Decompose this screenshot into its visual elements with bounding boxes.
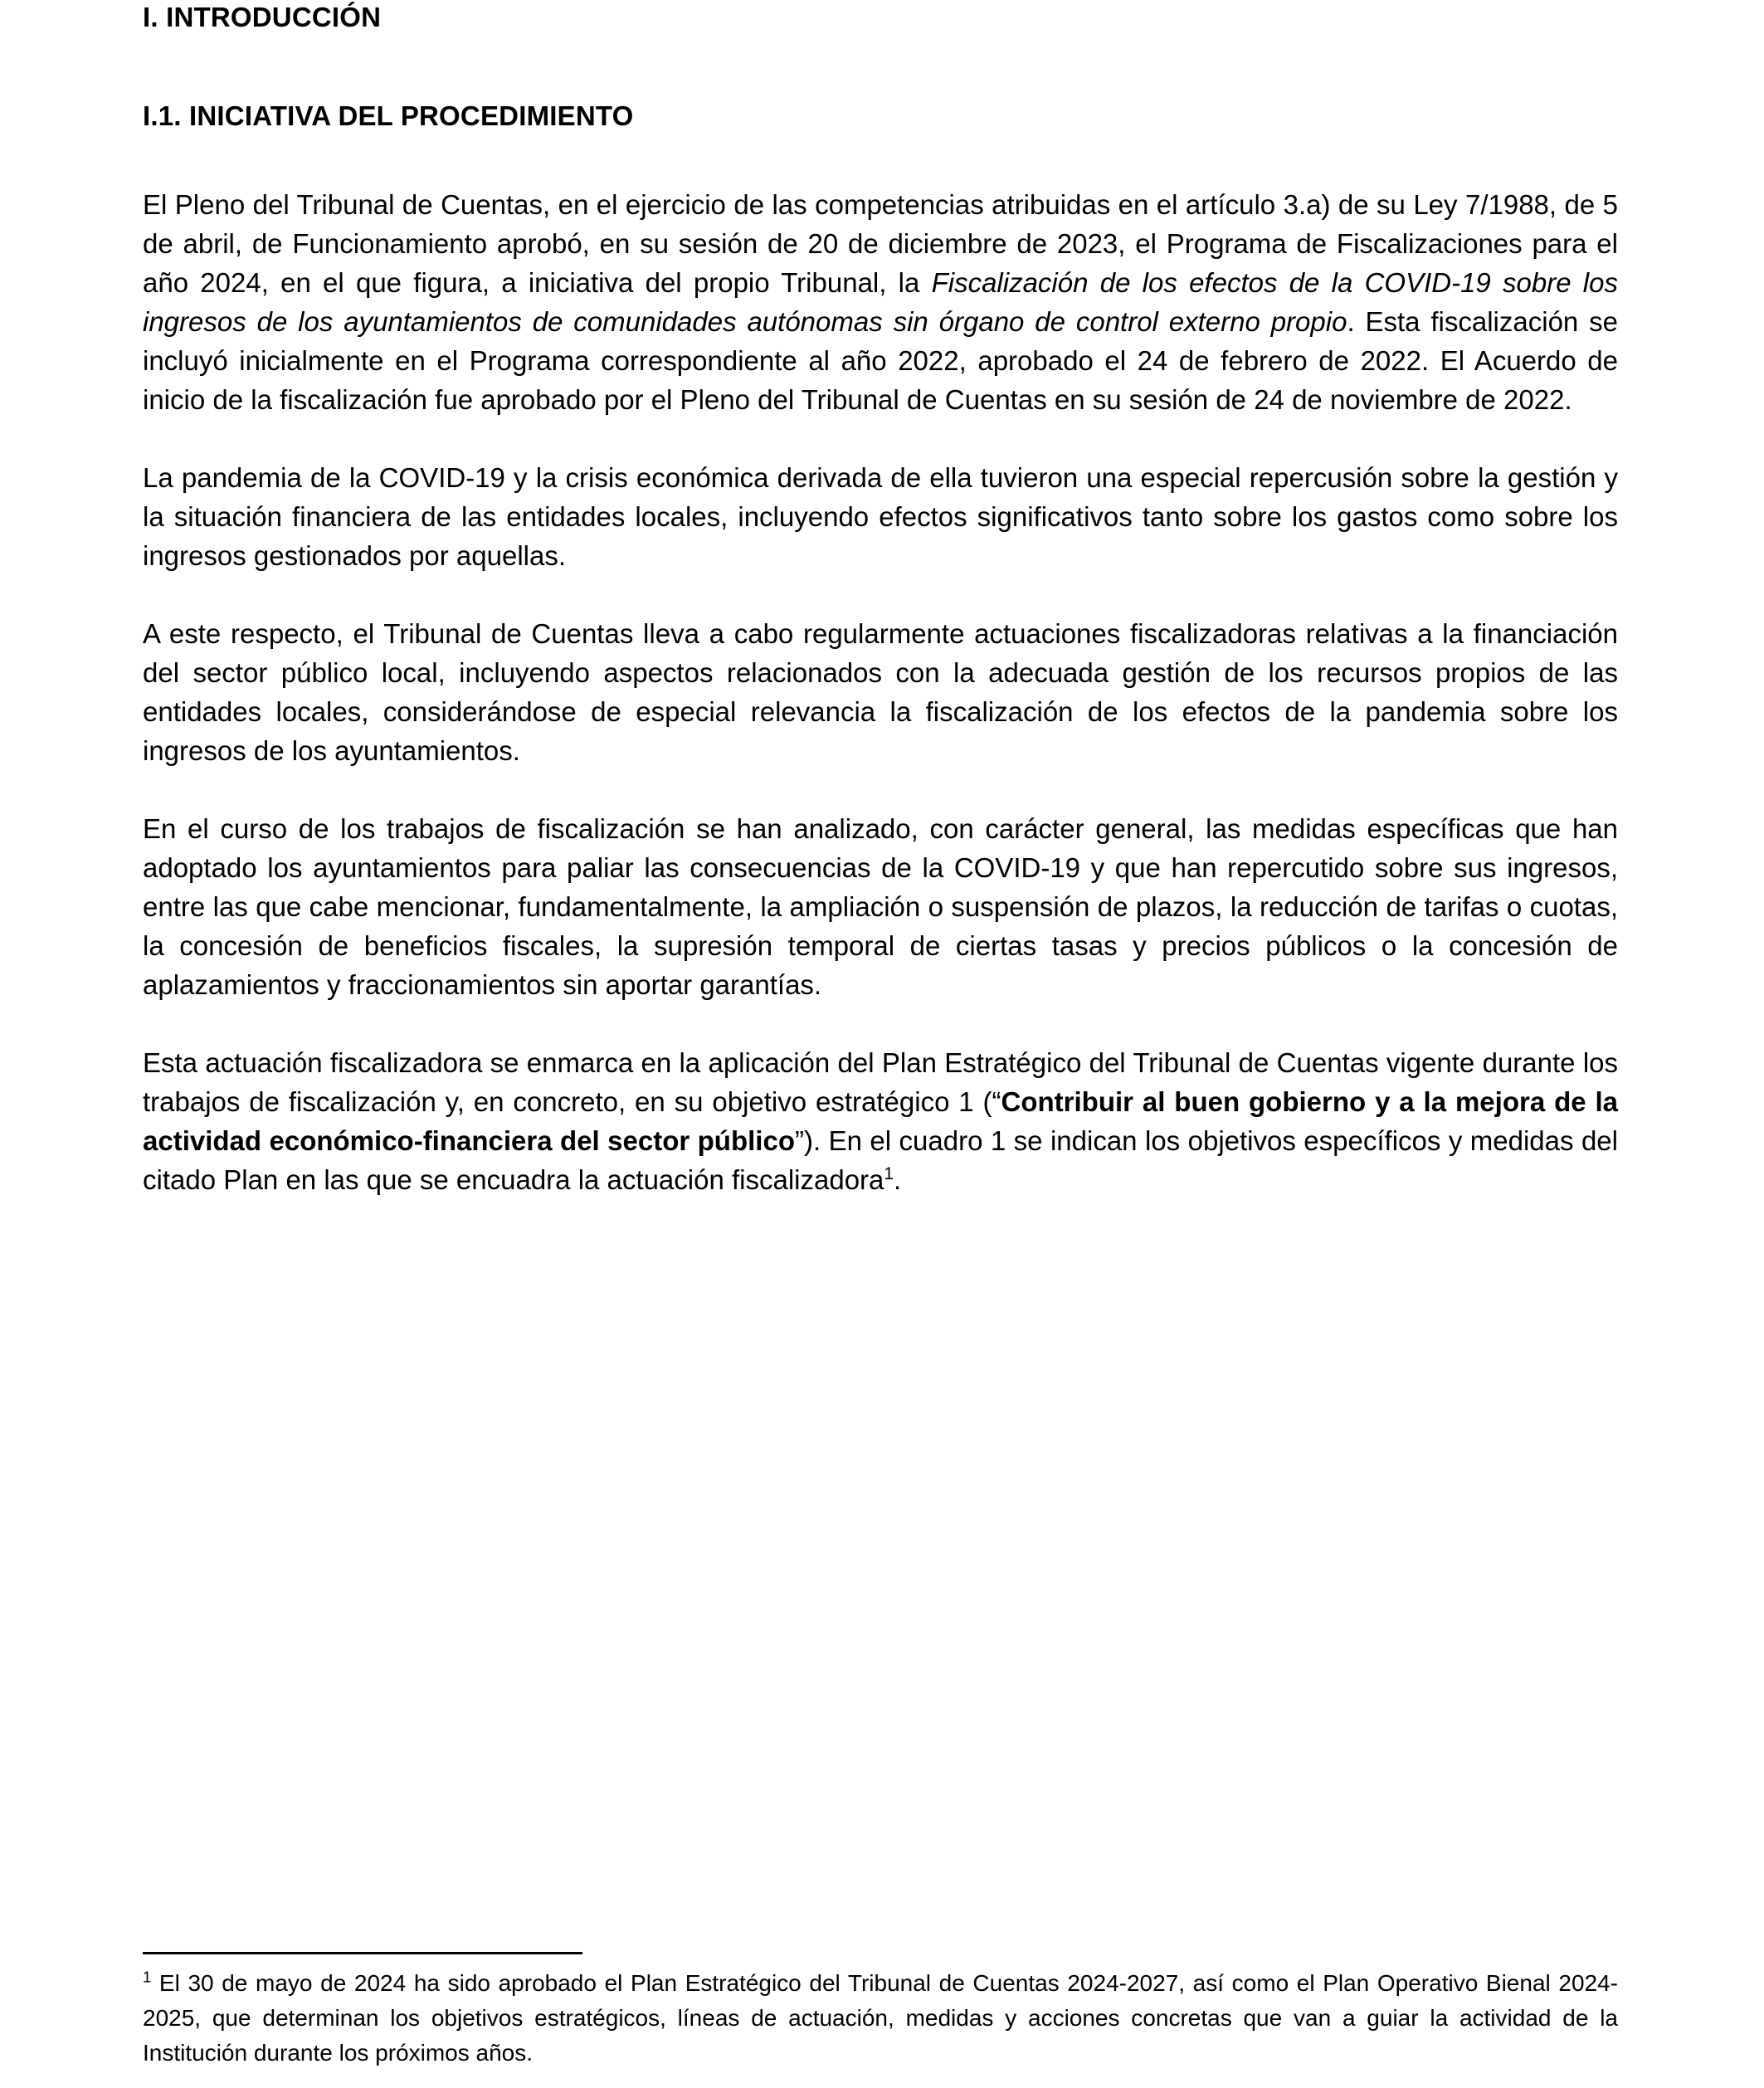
text-run: Esta actuación fiscalizadora se enmarca en la aplicación del Plan Estratégico del Tribunal de Cuentas vigente durante los trabajos de fiscalización y, en concreto, en su objetivo estratégico 1 (“ [143, 1046, 1618, 1117]
footnote-marker: 1 [143, 1968, 152, 1986]
paragraph-3 [143, 614, 1618, 770]
italic-run: Fiscalización de los efectos de la COVID-19 sobre los ingresos de los ayuntamientos de comunidades autónomas sin órgano de control externo propio [143, 266, 1618, 337]
paragraph-gap [143, 1004, 1618, 1043]
text-run: La pandemia de la COVID-19 y la crisis económica derivada de ella tuvieron una especial repercusión sobre la gestión y la situación financiera de las entidades locales, incluyendo efectos significativos tanto sobre los gastos como sobre los ingresos gestionados por aquellas. [143, 461, 1618, 571]
text-run: A este respecto, el Tribunal de Cuentas lleva a cabo regularmente actuaciones fiscalizadoras relativas a la financiación del sector público local, incluyendo aspectos relacionados con la adecuada gestión de los recursos propios de las entidades locales, considerándose de especial relevancia la fiscalización de los efectos de la pandemia sobre los ingresos de los ayuntamientos. [143, 617, 1618, 766]
paragraph-gap [143, 770, 1618, 809]
paragraph-2 [143, 458, 1618, 575]
text-run: El Pleno del Tribunal de Cuentas, en el ejercicio de las competencias atribuidas en el artículo 3.a) de su Ley 7/1988, de 5 de abril, de Funcionamiento aprobó, en su sesión de 20 de diciembre de 2023, el Programa de Fiscalizaciones para el año 2024, en el que figura, a iniciativa del propio Tribunal, la [143, 188, 1618, 298]
text-run: En el curso de los trabajos de fiscalización se han analizado, con carácter general, las medidas específicas que han adoptado los ayuntamientos para paliar las consecuencias de la COVID-19 y que han repercutido sobre sus ingresos, entre las que cabe mencionar, fundamentalmente, la ampliación o suspensión de plazos, la reducción de tarifas o cuotas, la concesión de beneficios fiscales, la supresión temporal de ciertas tasas y precios públicos o la concesión de aplazamientos y fraccionamientos sin aportar garantías. [143, 812, 1618, 1000]
subheading-spacer [143, 134, 1618, 185]
subsection-heading: I.1. INICIATIVA DEL PROCEDIMIENTO [143, 100, 634, 132]
paragraph-5 [143, 1043, 1618, 1199]
text-run: . Esta fiscalización se incluyó inicialmente en el Programa correspondiente al año 2022, aprobado el 24 de febrero de 2022. El Acuerdo de inicio de la fiscalización fue aprobado por el Pleno del Tribunal de Cuentas en su sesión de 24 de noviembre de 2022. [143, 305, 1619, 415]
text-run: ”). En el cuadro 1 se indican los objetivos específicos y medidas del citado Plan en las que se encuadra la actuación fiscalizadora [143, 1124, 1618, 1195]
text-run: . [893, 1164, 902, 1195]
bold-run: Contribuir al buen gobierno y a la mejora de la actividad económico-financiera del sector público [143, 1085, 1618, 1156]
footnote-area [143, 1952, 1618, 2071]
section-heading: I. INTRODUCCIÓN [143, 2, 382, 32]
heading-spacer [143, 34, 1618, 99]
footnote-body-text: El 30 de mayo de 2024 ha sido aprobado el Plan Estratégico del Tribunal de Cuentas 2024-2027, así como el Plan Operativo Bienal 2024-2025, que determinan los objetivos estratégicos, líneas de actuación, medidas y acciones concretas que van a guiar la actividad de la Institución durante los próximos años. [143, 1970, 1618, 2066]
paragraph-1 [143, 185, 1618, 419]
document-body [143, 0, 1618, 1199]
paragraph-gap [143, 575, 1618, 614]
paragraph-gap [143, 419, 1618, 458]
footnote-separator-line [143, 1952, 582, 1954]
footnote-1 [143, 1966, 1618, 2071]
footnote-reference: 1 [884, 1164, 894, 1183]
paragraph-4 [143, 809, 1618, 1004]
